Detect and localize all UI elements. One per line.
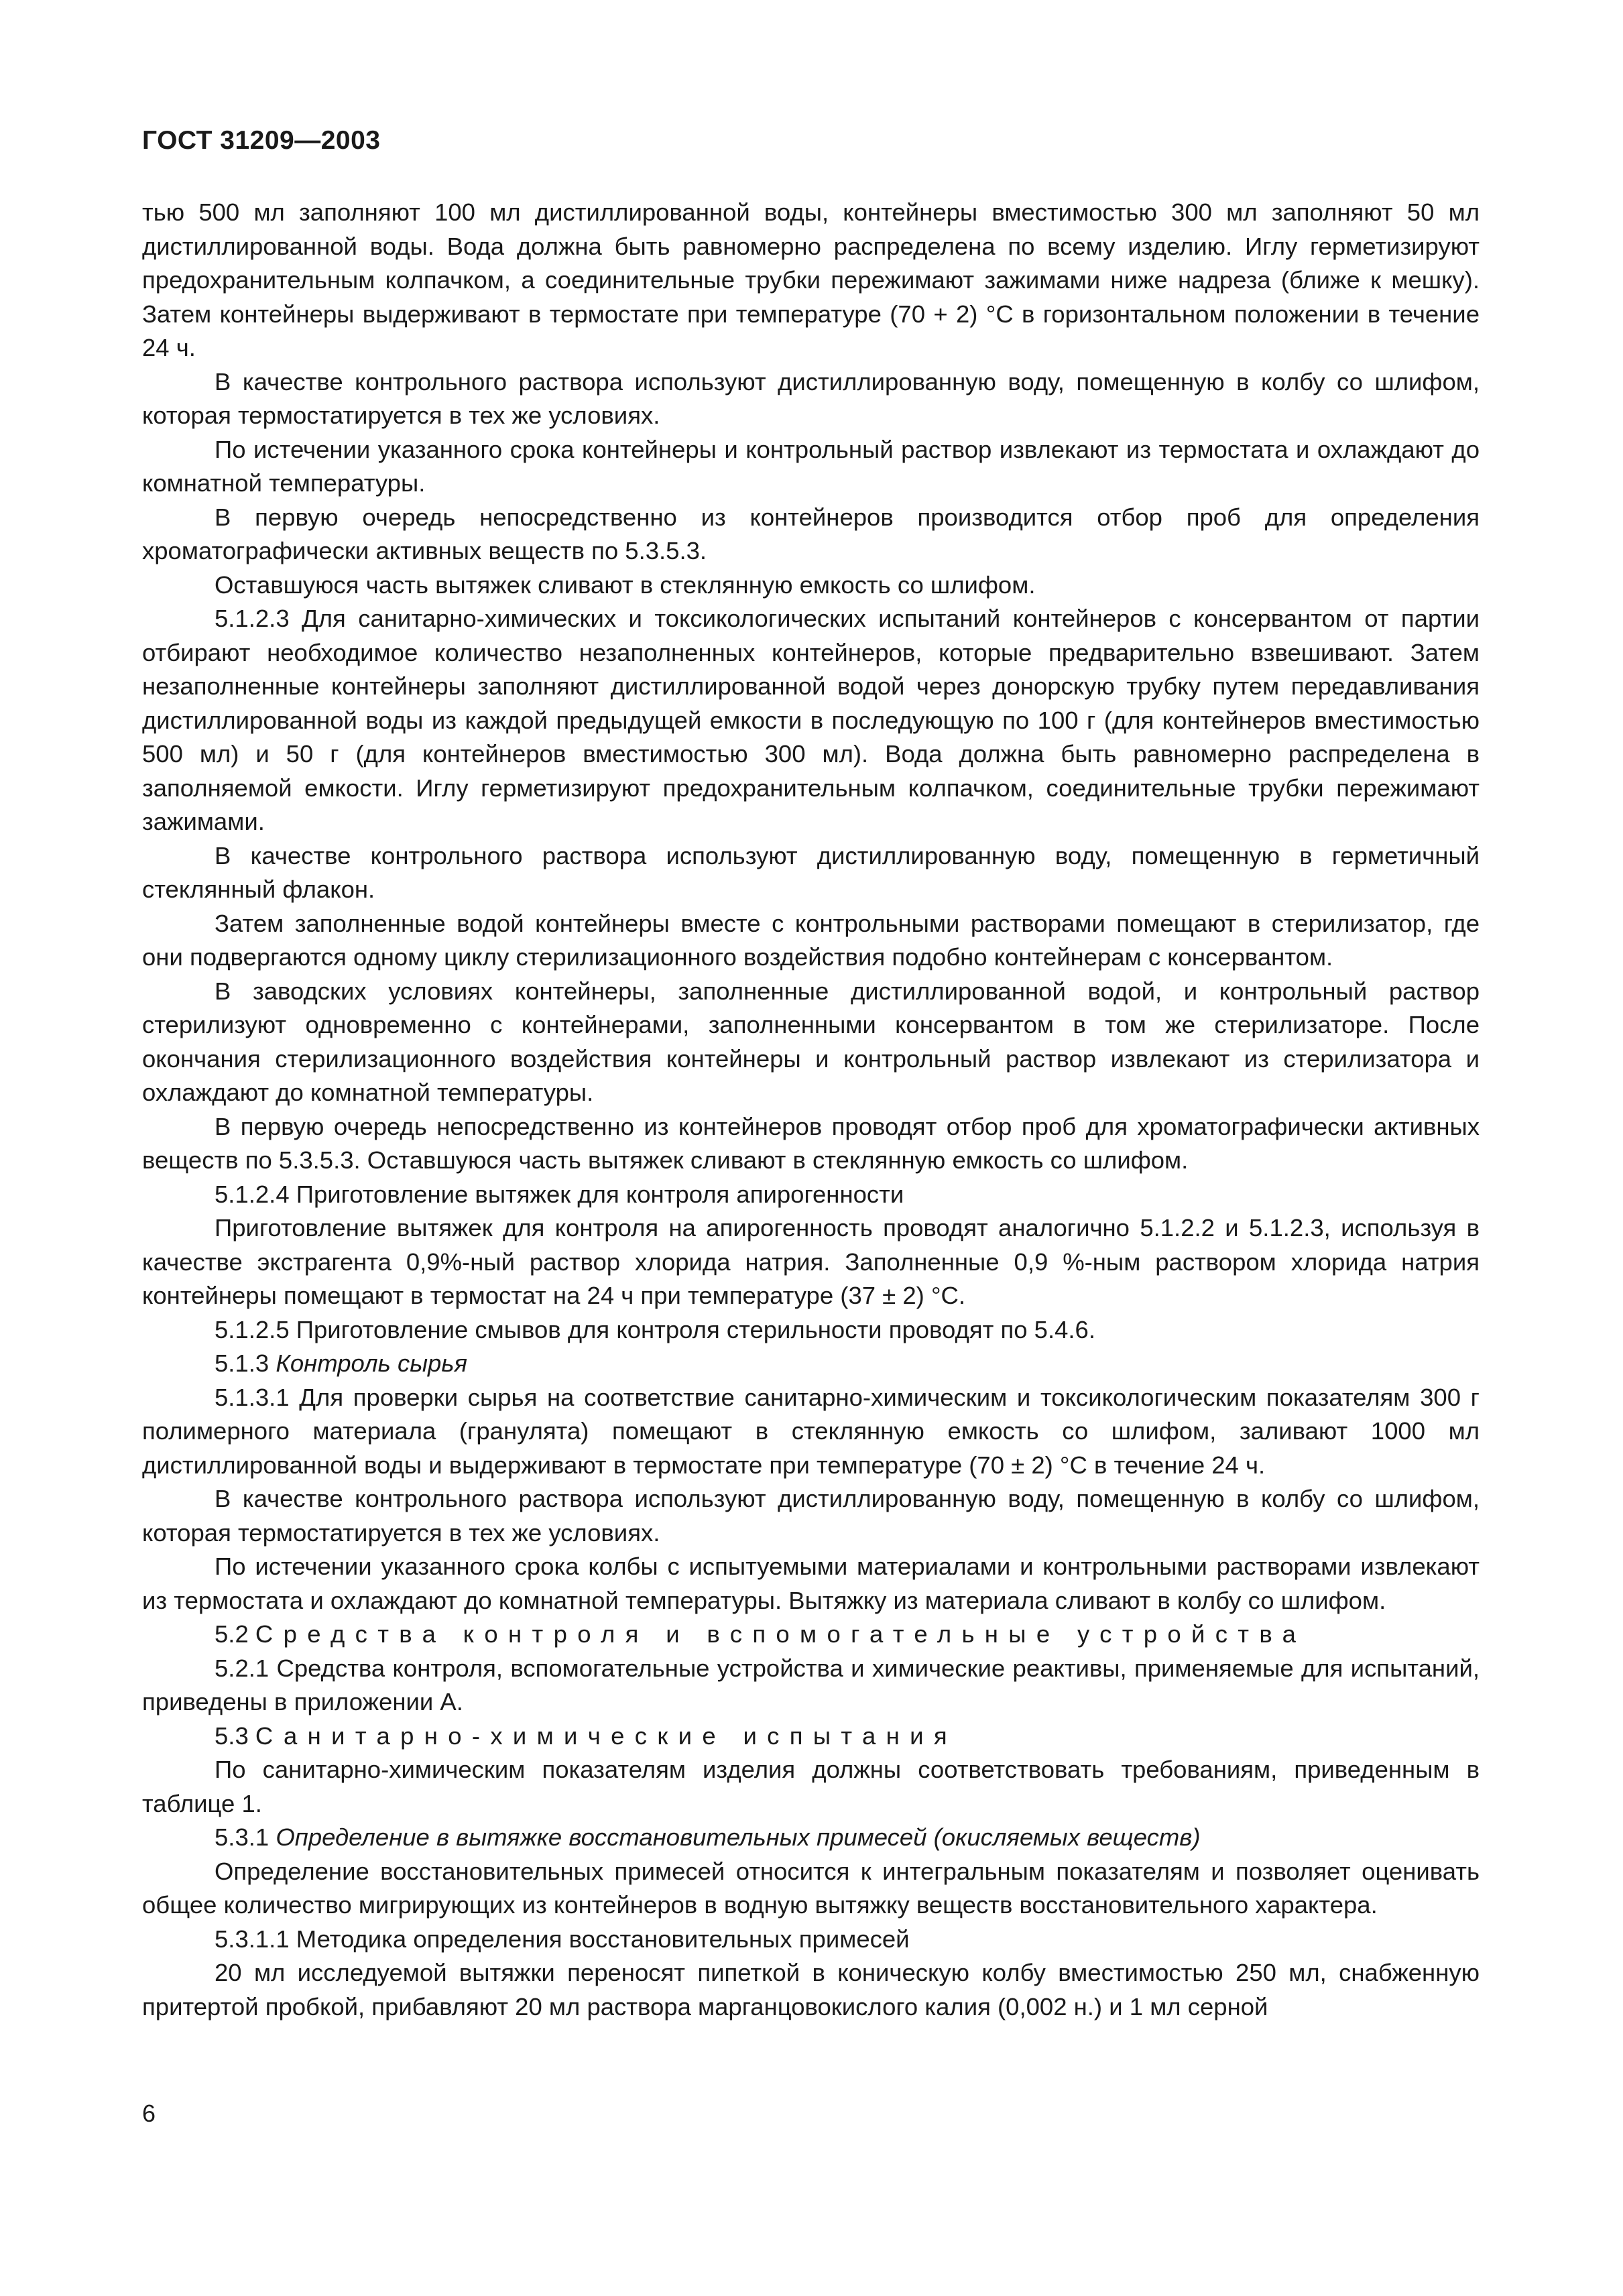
paragraph: По истечении указанного срока контейнеры и контрольный раствор извлекают из термостата и охлаждают до комнатной температуры.: [142, 435, 1480, 497]
section-title: Санитарно-химические испытания: [255, 1721, 957, 1750]
paragraph: Оставшуюся часть вытяжек сливают в стеклянную емкость со шлифом.: [215, 570, 1036, 599]
section-title: Определение в вытяжке восстановительных примесей (окисляемых веществ): [276, 1823, 1201, 1851]
section-title: Контроль сырья: [276, 1349, 468, 1377]
section-number: 5.1.3: [215, 1349, 269, 1377]
paragraph: Определение восстановительных примесей относится к интегральным показателям и позволяет оценивать общее количество мигрирующих из контейнеров в водную вытяжку веществ восстановительного характера.: [142, 1857, 1480, 1919]
paragraph: В первую очередь непосредственно из контейнеров проводят отбор проб для хроматографически активных веществ по 5.3.5.3. Оставшуюся часть вытяжек сливают в стеклянную емкость со шлифом.: [142, 1112, 1480, 1174]
document-header: ГОСТ 31209—2003: [142, 126, 381, 155]
paragraph: 5.1.3.1 Для проверки сырья на соответствие санитарно-химическим и токсикологическим показателям 300 г полимерного материала (гранулята) помещают в стеклянную емкость со шлифом, заливают 1000 мл дистиллированной воды и выдерживают в термостате при температуре (70 ± 2) °С в течение 24 ч.: [142, 1383, 1480, 1479]
paragraph: Приготовление вытяжек для контроля на апирогенность проводят аналогично 5.1.2.2 и 5.1.2.3, используя в качестве экстрагента 0,9%-ный раствор хлорида натрия. Заполненные 0,9 %-ным раствором хлорида натрия контейнеры помещают в термостат на 24 ч при температуре (37 ± 2) °С.: [142, 1214, 1480, 1309]
paragraph: По истечении указанного срока колбы с испытуемыми материалами и контрольными растворами извлекают из термостата и охлаждают до комнатной температуры. Вытяжку из материала сливают в колбу со шлифом.: [142, 1553, 1480, 1614]
paragraph: В первую очередь непосредственно из контейнеров производится отбор проб для определения хроматографически активных веществ по 5.3.5.3.: [142, 503, 1480, 564]
paragraph: В качестве контрольного раствора используют дистиллированную воду, помещенную в герметичный стеклянный флакон.: [142, 841, 1480, 903]
paragraph: 5.2.1 Средства контроля, вспомогательные устройства и химические реактивы, применяемые для испытаний, приведены в приложении А.: [142, 1654, 1480, 1715]
paragraph: По санитарно-химическим показателям изделия должны соответствовать требованиям, приведенным в таблице 1.: [142, 1756, 1480, 1817]
paragraph: Затем заполненные водой контейнеры вместе с контрольными растворами помещают в стерилизатор, где они подвергаются одному циклу стерилизационного воздействия подобно контейнерам с консервантом.: [142, 909, 1480, 971]
section-heading: [142, 1821, 1480, 1855]
paragraph: 5.1.2.3 Для санитарно-химических и токсикологических испытаний контейнеров с консервантом от партии отбирают необходимое количество незаполненных контейнеров, которые предварительно взвешивают. Затем незаполненные контейнеры заполняют дистиллированной водой через донорскую трубку путем передавливания дистиллированной воды из каждой предыдущей емкости в последующую по 100 г (для контейнеров вместимостью 500 мл) и 50 г (для контейнеров вместимостью 300 мл). Вода должна быть равномерно распределена в заполняемой емкости. Иглу герметизируют предохранительным колпачком, соединительные трубки пережимают зажимами.: [142, 605, 1480, 835]
document-body: [142, 196, 1480, 2024]
paragraph: 5.1.2.4 Приготовление вытяжек для контроля апирогенности: [215, 1180, 904, 1208]
section-title: Средства контроля и вспомогательные устройства: [255, 1620, 1307, 1648]
section-number: 5.3.1: [215, 1823, 269, 1851]
section-heading: [142, 1719, 1480, 1754]
section-number: 5.3: [215, 1721, 249, 1750]
page-number: 6: [142, 2100, 156, 2127]
paragraph: тью 500 мл заполняют 100 мл дистиллированной воды, контейнеры вместимостью 300 мл заполняют 50 мл дистиллированной воды. Вода должна быть равномерно распределена по всему изделию. Иглу герметизируют предохранительным колпачком, а соединительные трубки пережимают зажимами ниже надреза (ближе к мешку). Затем контейнеры выдерживают в термостате при температуре (70 + 2) °С в горизонтальном положении в течение 24 ч.: [142, 198, 1480, 361]
section-number: 5.2: [215, 1620, 249, 1648]
paragraph: В качестве контрольного раствора используют дистиллированную воду, помещенную в колбу со шлифом, которая термостатируется в тех же условиях.: [142, 1485, 1480, 1547]
paragraph: В заводских условиях контейнеры, заполненные дистиллированной водой, и контрольный раствор стерилизуют одновременно с контейнерами, заполненными консервантом в том же стерилизаторе. После окончания стерилизационного воздействия контейнеры и контрольный раствор извлекают из стерилизатора и охлаждают до комнатной температуры.: [142, 977, 1480, 1106]
paragraph: 5.3.1.1 Методика определения восстановительных примесей: [215, 1925, 910, 1953]
paragraph: В качестве контрольного раствора используют дистиллированную воду, помещенную в колбу со шлифом, которая термостатируется в тех же условиях.: [142, 367, 1480, 429]
section-heading: [142, 1618, 1480, 1652]
paragraph: 5.1.2.5 Приготовление смывов для контроля стерильности проводят по 5.4.6.: [215, 1315, 1095, 1343]
paragraph: 20 мл исследуемой вытяжки переносят пипеткой в коническую колбу вместимостью 250 мл, снабженную притертой пробкой, прибавляют 20 мл раствора марганцовокислого калия (0,002 н.) и 1 мл серной: [142, 1959, 1480, 2020]
section-heading: [142, 1347, 1480, 1381]
